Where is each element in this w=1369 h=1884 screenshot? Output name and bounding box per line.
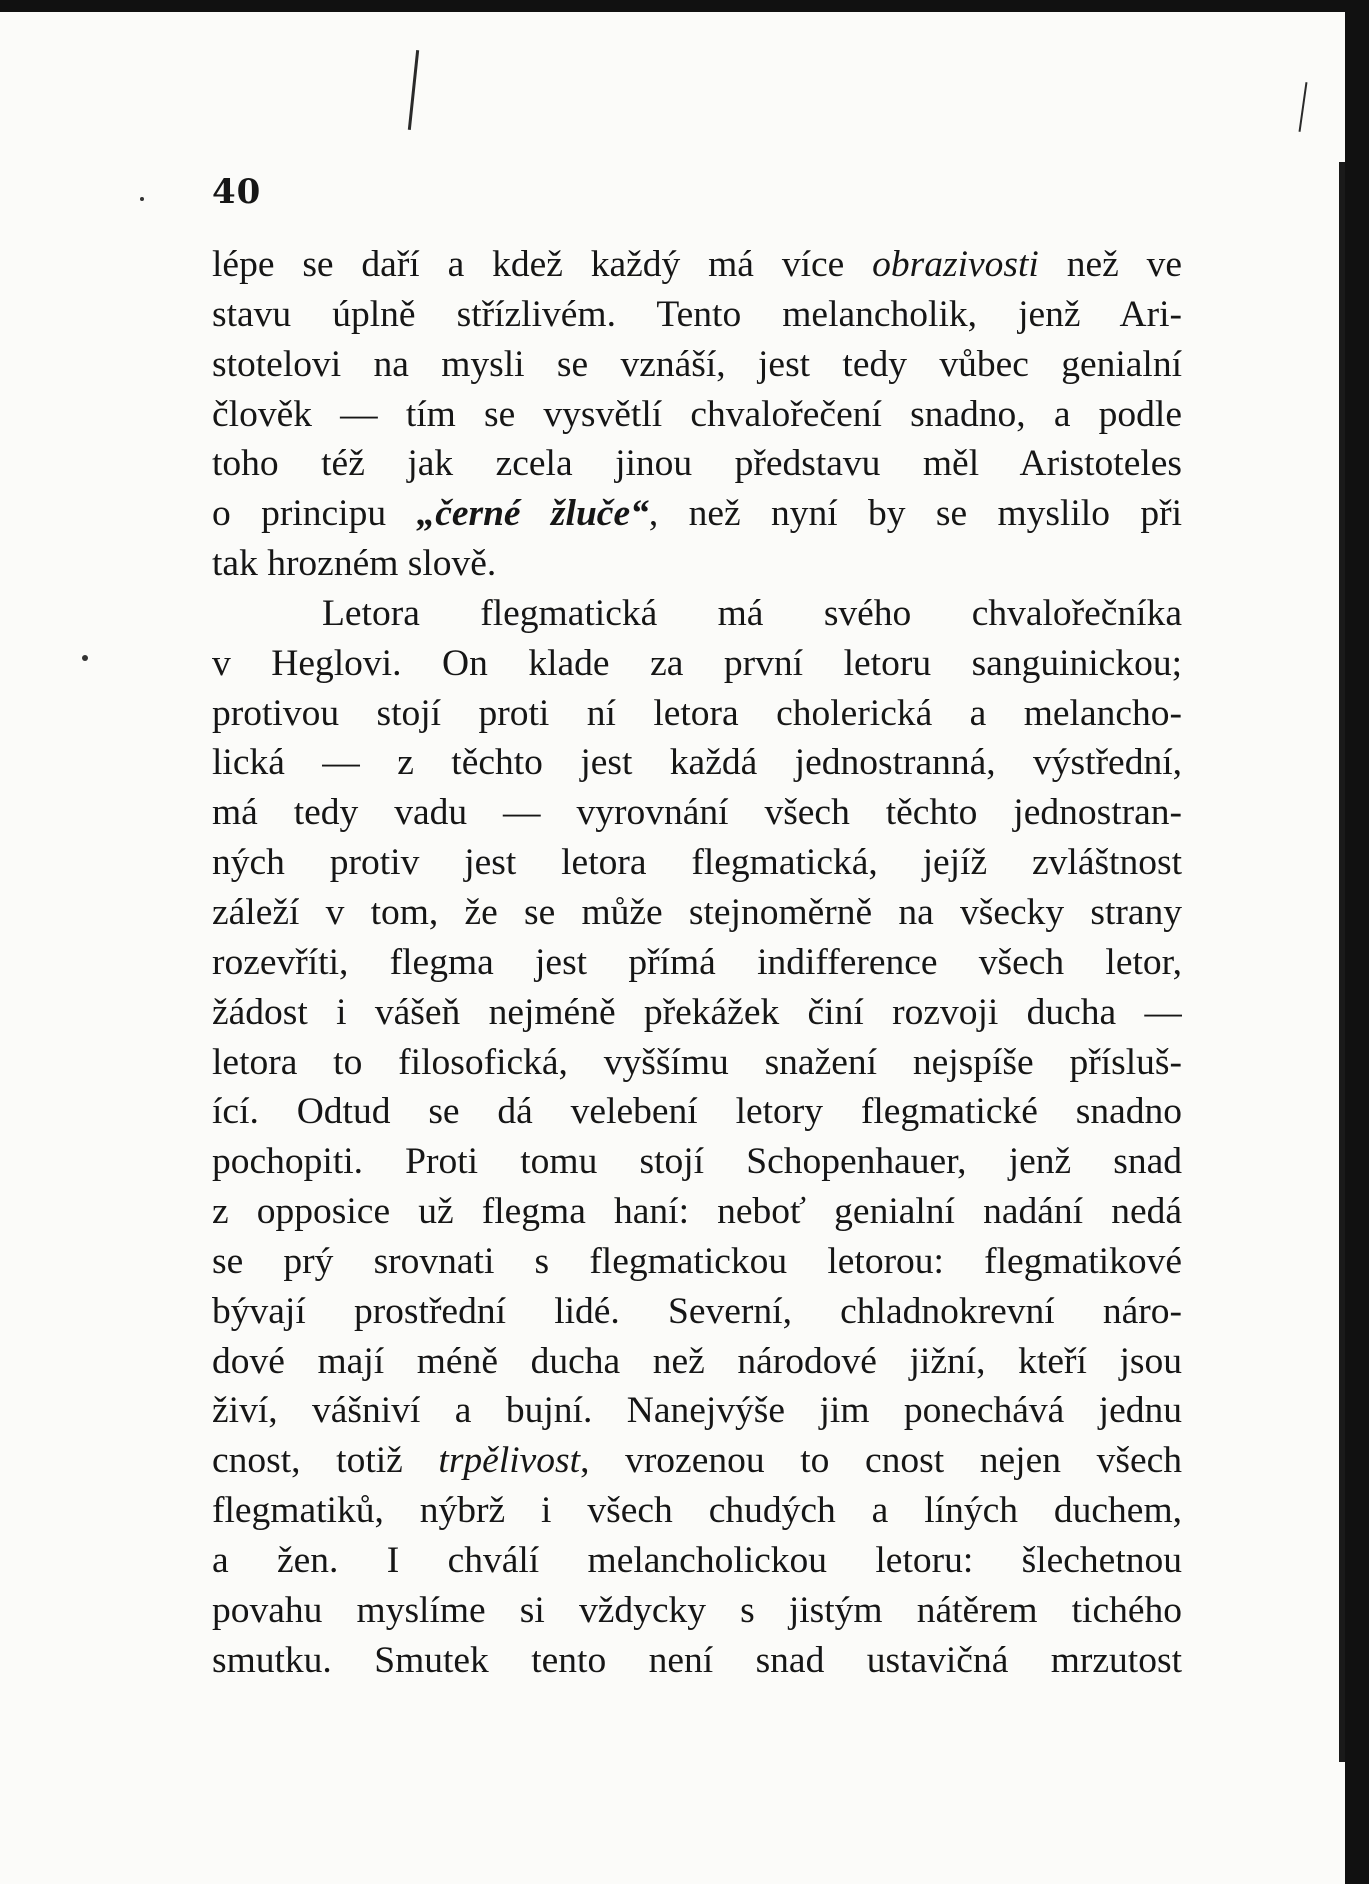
page-edge-shadow <box>1339 162 1345 1762</box>
text-line <box>212 838 1182 888</box>
text-line <box>212 489 1182 539</box>
text-run: ných protiv jest letora flegmatická, jejíž zvláštnost <box>212 842 1182 884</box>
text-run: povahu myslíme si vždycky s jistým nátěrem tichého <box>212 1589 1182 1631</box>
text-run: rozevříti, flegma jest přímá indifference všech letor, <box>212 941 1182 983</box>
text-run: z opposice už flegma haní: neboť genialní nadání nedá <box>212 1191 1182 1233</box>
text-run: než ve <box>1038 244 1182 285</box>
text-run: , než nyní by se myslilo při <box>648 493 1182 535</box>
text-line <box>212 390 1182 440</box>
paragraph <box>212 240 1182 589</box>
text-run: letora to filosofická, vyššímu snažení nejspíše přísluš- <box>212 1041 1182 1083</box>
text-run: , vrozenou to cnost nejen všech <box>580 1440 1182 1482</box>
scan-speck-top-left <box>140 197 144 201</box>
text-run: tak hrozném slově. <box>212 543 497 585</box>
text-line <box>212 938 1182 988</box>
text-line <box>212 589 1182 639</box>
text-run: lická — z těchto jest každá jednostranná, výstřední, <box>212 742 1182 784</box>
text-run: Letora flegmatická má svého chvalořečníka <box>322 592 1182 634</box>
text-run: má tedy vadu — vyrovnání všech těchto jednostran- <box>212 792 1182 834</box>
text-run: stavu úplně střízlivém. Tento melancholik, jenž Ari- <box>212 293 1182 335</box>
text-line <box>212 1187 1182 1237</box>
text-run: lépe se daří a kdež každý má více <box>212 244 873 285</box>
text-line <box>212 639 1182 689</box>
body-text <box>212 240 1182 1685</box>
text-run: toho též jak zcela jinou představu měl Aristoteles <box>212 443 1182 485</box>
text-line <box>212 1337 1182 1387</box>
text-run: protivou stojí proti ní letora cholerická a melancho- <box>212 692 1182 734</box>
paragraph <box>212 589 1182 1686</box>
text-line <box>212 1636 1182 1686</box>
text-run: smutku. Smutek tento není snad ustavičná mrzutost <box>212 1639 1182 1681</box>
scan-mark-top <box>408 50 419 130</box>
text-run: dové mají méně ducha než národové jižní, kteří jsou <box>212 1340 1182 1382</box>
text-line <box>212 290 1182 340</box>
text-line <box>212 988 1182 1038</box>
text-run: žádost i vášeň nejméně překážek činí rozvoji ducha — <box>212 991 1182 1033</box>
text-line <box>212 340 1182 390</box>
text-run: se prý srovnati s flegmatickou letorou: flegmatikové <box>212 1240 1182 1282</box>
text-run: záleží v tom, že se může stejnoměrně na všecky strany <box>212 891 1182 933</box>
emphasized-text: „černé žluče“ <box>416 493 649 535</box>
text-run: a žen. I chválí melancholickou letoru: šlechetnou <box>212 1539 1182 1581</box>
text-line <box>212 1386 1182 1436</box>
text-line <box>212 539 1182 589</box>
text-line <box>212 788 1182 838</box>
text-run: flegmatiků, nýbrž i všech chudých a líných duchem, <box>212 1490 1182 1532</box>
text-line <box>212 1237 1182 1287</box>
text-line <box>212 888 1182 938</box>
text-line <box>212 1536 1182 1586</box>
emphasized-text: obrazivosti <box>872 244 1039 285</box>
text-line <box>212 1287 1182 1337</box>
text-line <box>212 240 1182 290</box>
text-run: stotelovi na mysli se vznáší, jest tedy vůbec genialní <box>212 343 1182 385</box>
text-run: cnost, totiž <box>212 1440 439 1482</box>
text-line <box>212 738 1182 788</box>
text-line <box>212 689 1182 739</box>
text-line <box>212 1436 1182 1486</box>
text-line <box>212 1038 1182 1088</box>
text-run: ící. Odtud se dá velebení letory flegmatické snadno <box>212 1091 1182 1133</box>
page-number: 40 <box>212 172 262 212</box>
emphasized-text: trpělivost <box>438 1440 581 1482</box>
text-line <box>212 439 1182 489</box>
scan-mark-right <box>1299 82 1308 132</box>
text-line <box>212 1087 1182 1137</box>
scan-speck-left <box>82 655 88 661</box>
text-line <box>212 1486 1182 1536</box>
text-run: v Heglovi. On klade za první letoru sanguinickou; <box>212 642 1182 684</box>
text-run: živí, vášniví a bujní. Nanejvýše jim ponechává jednu <box>212 1390 1182 1432</box>
text-run: o principu <box>212 493 417 535</box>
text-line <box>212 1586 1182 1636</box>
book-page <box>0 12 1345 1884</box>
text-run: člověk — tím se vysvětlí chvalořečení snadno, a podle <box>212 393 1182 435</box>
text-line <box>212 1137 1182 1187</box>
text-run: bývají prostřední lidé. Severní, chladnokrevní náro- <box>212 1290 1182 1332</box>
text-run: pochopiti. Proti tomu stojí Schopenhauer, jenž snad <box>212 1141 1182 1183</box>
